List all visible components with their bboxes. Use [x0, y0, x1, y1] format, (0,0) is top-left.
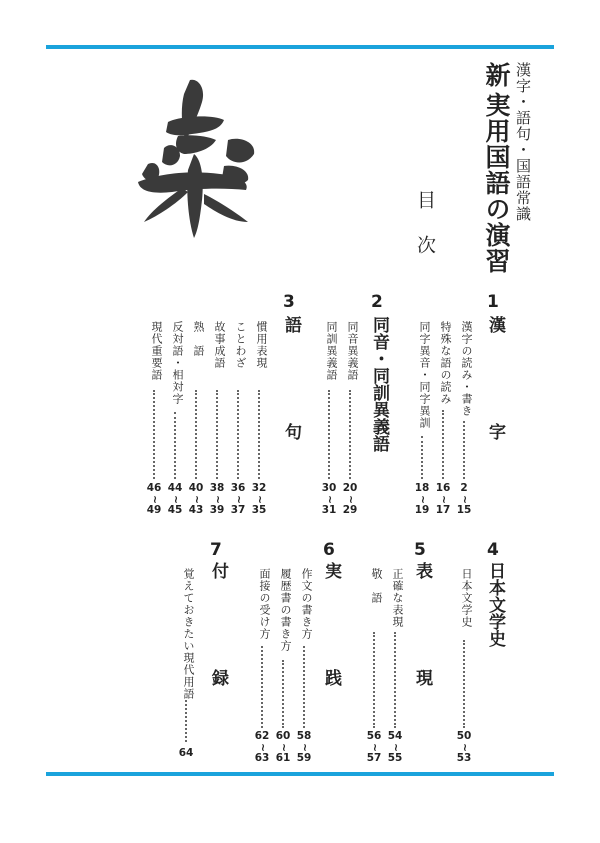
toc-entry-label: 現代重要語 — [150, 321, 163, 381]
dot-leader — [282, 660, 286, 728]
toc-entry-label: 故事成語 — [213, 321, 226, 369]
dot-leader — [237, 390, 241, 479]
page-title: 実用国語の演習 — [482, 92, 511, 274]
section-3-number: 3 — [283, 292, 295, 312]
toc-entry-label: 面接の受け方 — [258, 568, 271, 640]
section-1-number: 1 — [487, 292, 499, 312]
section-5-title: 表 現 — [412, 562, 432, 728]
page-range: 58 ~ 59 — [296, 730, 312, 764]
section-7-number: 7 — [210, 540, 222, 560]
page-range: 30 ~ 31 — [321, 482, 337, 516]
toc-heading: 目次 — [414, 190, 436, 280]
dot-leader — [394, 632, 398, 728]
subtitle: 漢字・語句・国語常識 — [514, 62, 532, 222]
dot-leader — [349, 390, 353, 479]
dot-leader — [421, 436, 425, 479]
page-range: 40 ~ 43 — [188, 482, 204, 516]
page-range: 36 ~ 37 — [230, 482, 246, 516]
page-range: 56 ~ 57 — [366, 730, 382, 764]
toc-entry-label: 慣用表現 — [255, 321, 268, 369]
page-range: 18 ~ 19 — [414, 482, 430, 516]
section-5-number: 5 — [414, 540, 426, 560]
section-2-number: 2 — [371, 292, 383, 312]
dot-leader — [261, 646, 265, 728]
dot-leader — [463, 421, 467, 479]
toc-entry-label: 日本文学史 — [460, 568, 473, 628]
calligraphy-logo — [128, 70, 278, 250]
toc-entry-label: 履歴書の書き方 — [279, 568, 292, 652]
section-4-number: 4 — [487, 540, 499, 560]
toc-entry-label: 覚えておきたい現代用語 — [182, 568, 195, 700]
page-range: 62 ~ 63 — [254, 730, 270, 764]
toc-entry-label: 正確な表現 — [391, 568, 404, 628]
page-range: 64 — [178, 747, 194, 759]
toc-entry-label: 漢字の読み・書き — [460, 321, 473, 417]
page-range: 44 ~ 45 — [167, 482, 183, 516]
dot-leader — [185, 700, 189, 742]
section-2-title: 同音・同訓異義語 — [369, 316, 389, 452]
toc-entry-label: 熟 語 — [192, 321, 205, 357]
toc-entry-label: 作文の書き方 — [300, 568, 313, 640]
dot-leader — [195, 390, 199, 479]
toc-entry-label: 敬 語 — [370, 568, 383, 604]
dot-leader — [328, 390, 332, 479]
section-1-title: 漢 字 — [485, 316, 505, 482]
page-range: 60 ~ 61 — [275, 730, 291, 764]
dot-leader — [216, 390, 220, 479]
dot-leader — [373, 632, 377, 728]
toc-entry-label: 同訓異義語 — [325, 321, 338, 381]
dot-leader — [174, 412, 178, 479]
page-range: 46 ~ 49 — [146, 482, 162, 516]
section-3-title: 語 句 — [281, 316, 301, 482]
dot-leader — [258, 390, 262, 479]
section-4-title: 日本文学史 — [485, 562, 505, 647]
toc-entry-label: 同音異義語 — [346, 321, 359, 381]
dot-leader — [153, 390, 157, 479]
dot-leader — [303, 646, 307, 728]
title-prefix: 新 — [482, 62, 511, 88]
section-7-title: 付 録 — [208, 562, 228, 728]
section-6-title: 実 践 — [321, 562, 341, 728]
page-range: 32 ~ 35 — [251, 482, 267, 516]
dot-leader — [463, 640, 467, 728]
toc-entry-label: 同字異音・同字異訓 — [418, 321, 431, 429]
toc-entry-label: 特殊な語の読み — [439, 321, 452, 405]
page-range: 50 ~ 53 — [456, 730, 472, 764]
page-range: 20 ~ 29 — [342, 482, 358, 516]
dot-leader — [442, 410, 446, 479]
page-range: 54 ~ 55 — [387, 730, 403, 764]
page-range: 38 ~ 39 — [209, 482, 225, 516]
page-range: 2 ~ 15 — [456, 482, 472, 516]
page-range: 16 ~ 17 — [435, 482, 451, 516]
toc-entry-label: 反対語・相対字 — [171, 321, 184, 405]
toc-entry-label: ことわざ — [234, 321, 247, 369]
section-6-number: 6 — [323, 540, 335, 560]
